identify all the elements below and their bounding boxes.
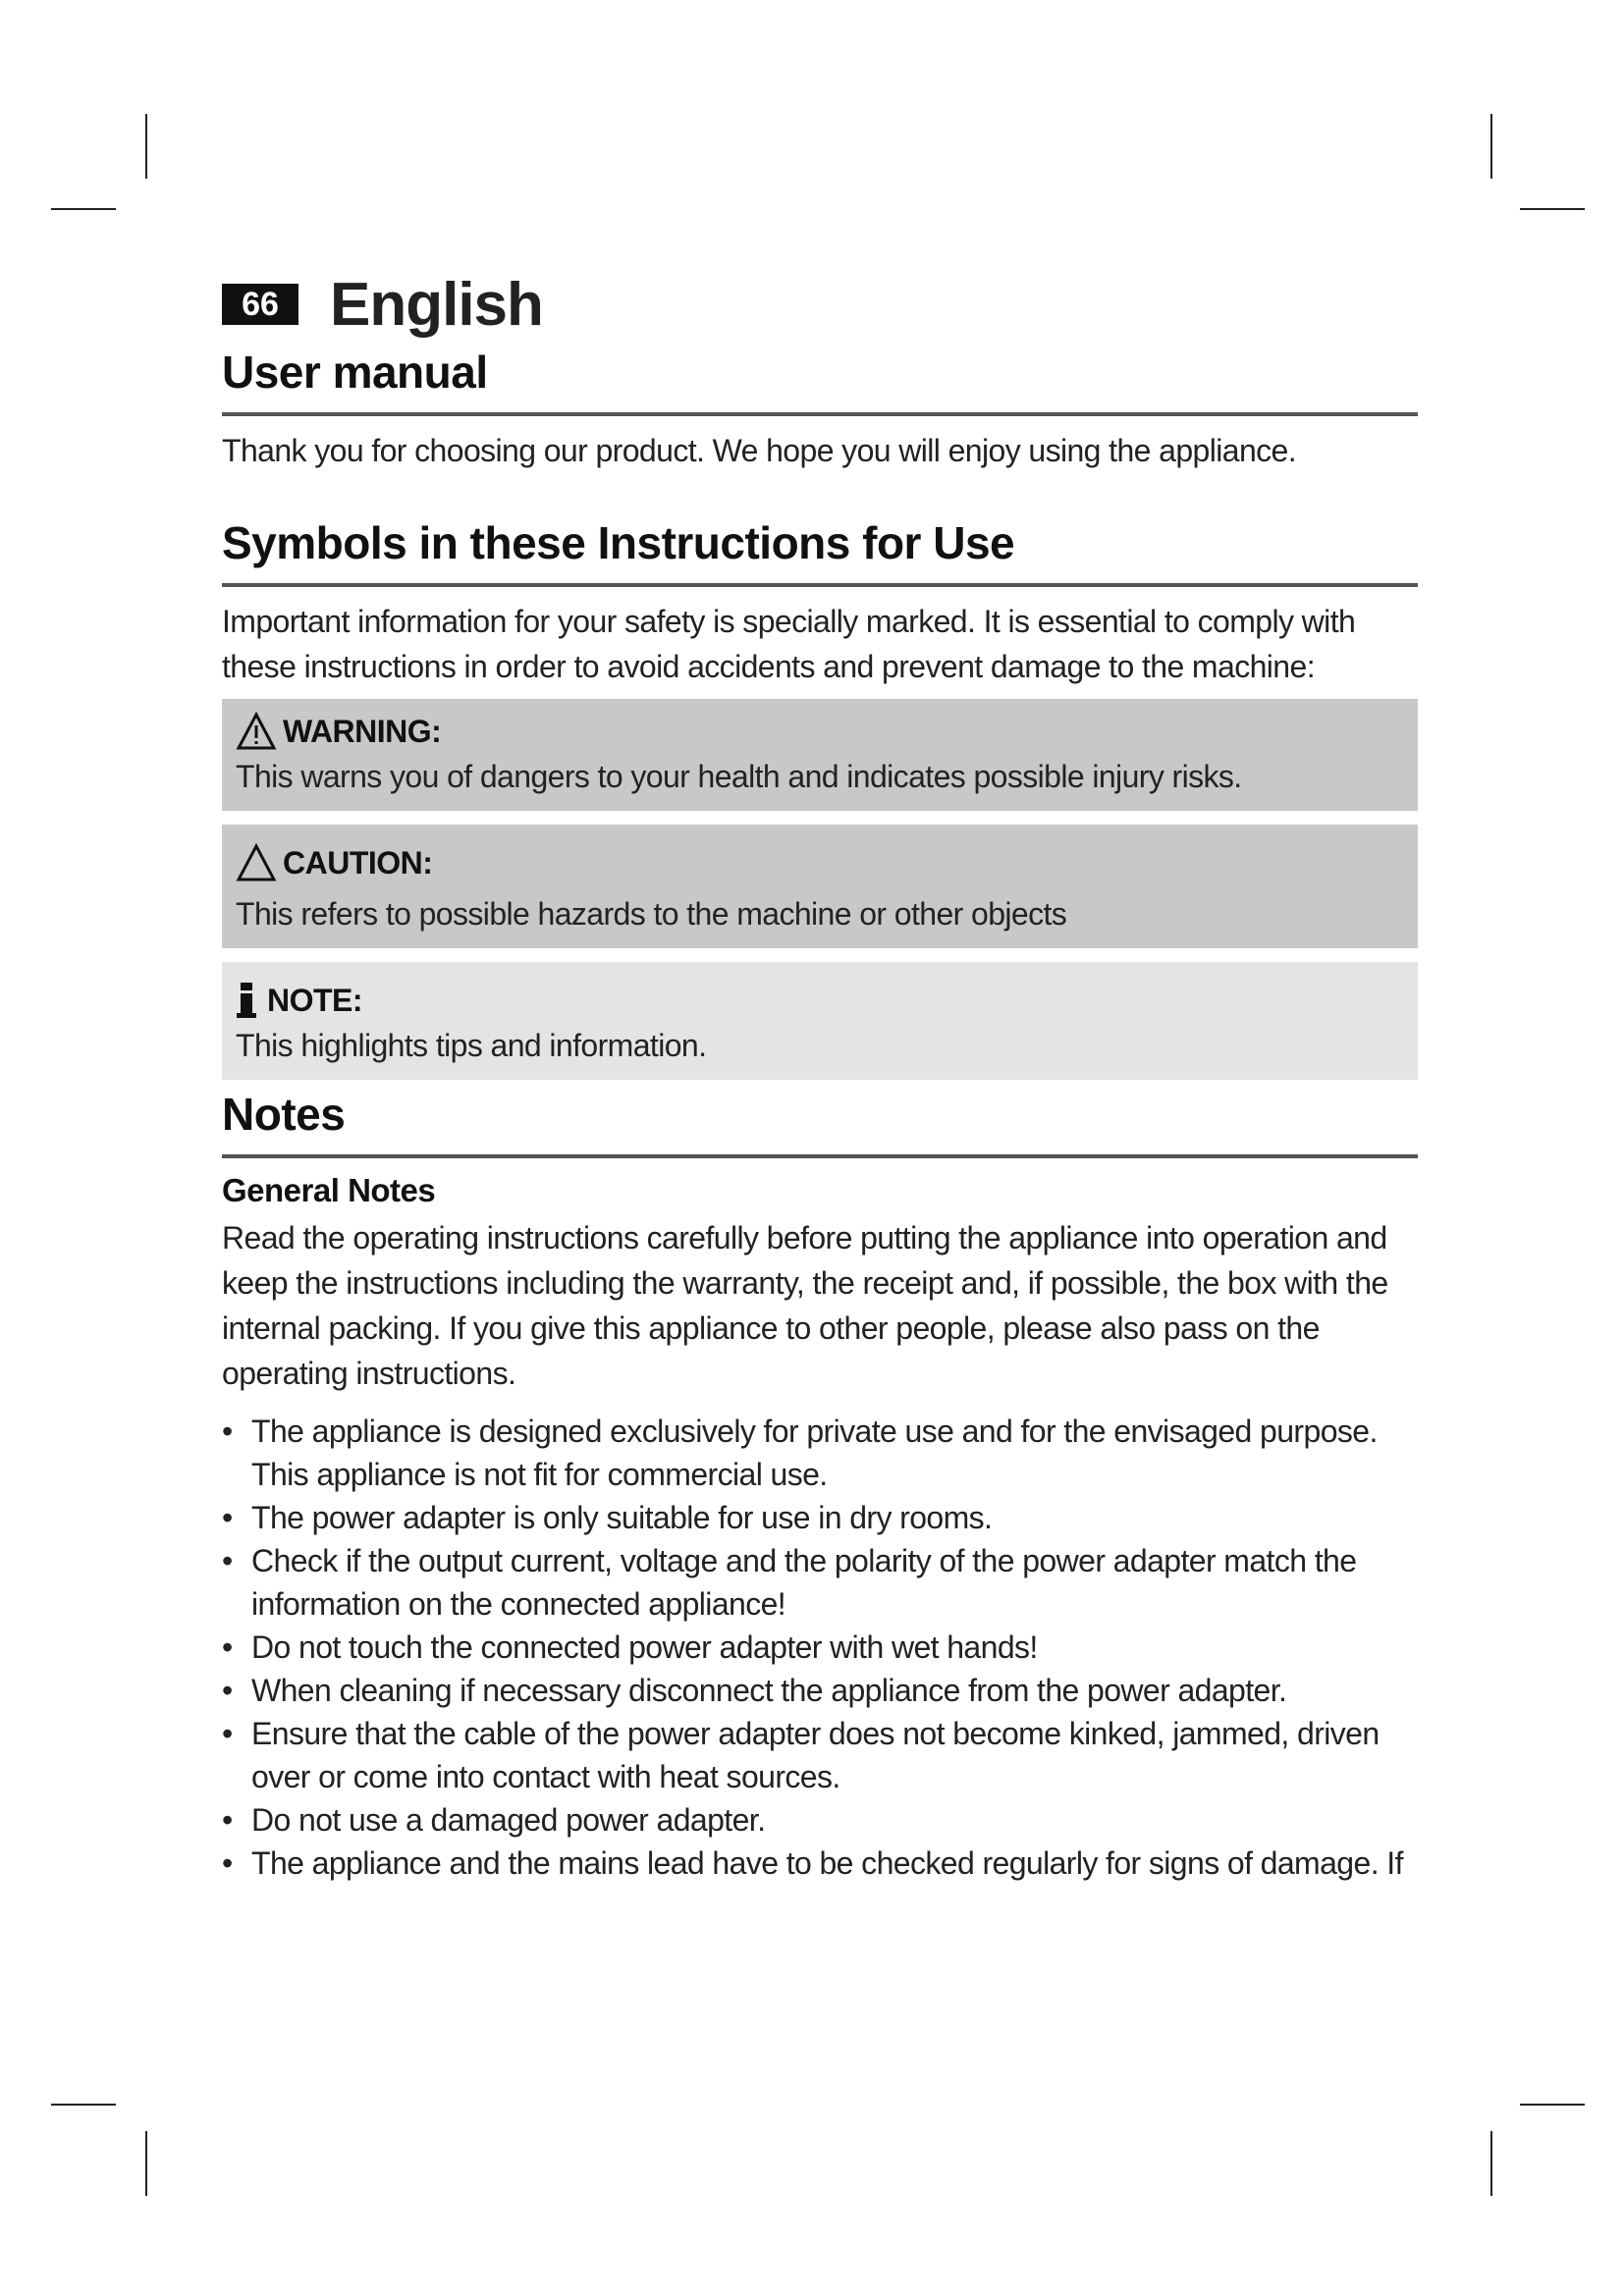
warning-title: WARNING: bbox=[283, 713, 442, 749]
list-item-text: Check if the output current, voltage and the polarity of the power adapter match the information on the connected appliance! bbox=[251, 1543, 1357, 1622]
notes-heading: Notes bbox=[222, 1089, 346, 1140]
list-item-text: Do not use a damaged power adapter. bbox=[251, 1802, 766, 1838]
page-content bbox=[222, 265, 1418, 1885]
note-title: NOTE: bbox=[267, 982, 363, 1018]
bullet-dot: • bbox=[222, 1802, 233, 1838]
heading-rule bbox=[222, 1154, 1418, 1158]
bullet-dot: • bbox=[222, 1414, 233, 1449]
list-item bbox=[222, 1712, 1418, 1798]
list-item-text: Ensure that the cable of the power adapter does not become kinked, jammed, driven over or come into contact with heat sources. bbox=[251, 1716, 1380, 1794]
list-item-text: When cleaning if necessary disconnect the appliance from the power adapter. bbox=[251, 1673, 1287, 1708]
crop-mark bbox=[51, 2104, 116, 2106]
caution-text: This refers to possible hazards to the machine or other objects bbox=[236, 896, 1067, 932]
bullet-dot: • bbox=[222, 1500, 233, 1535]
bullet-dot: • bbox=[222, 1673, 233, 1708]
list-item-text: The appliance and the mains lead have to be checked regularly for signs of damage. If bbox=[251, 1845, 1403, 1881]
list-item bbox=[222, 1669, 1418, 1712]
list-item-text: The appliance is designed exclusively for private use and for the envisaged purpose. This appliance is not fit for commercial use. bbox=[251, 1414, 1378, 1492]
list-item bbox=[222, 1626, 1418, 1669]
general-notes-heading: General Notes bbox=[222, 1172, 436, 1208]
crop-mark bbox=[51, 208, 116, 210]
info-icon bbox=[236, 980, 257, 1021]
crop-mark bbox=[145, 114, 147, 179]
heading-rule bbox=[222, 412, 1418, 416]
crop-mark bbox=[1490, 114, 1492, 179]
user-manual-heading: User manual bbox=[222, 347, 488, 398]
list-item bbox=[222, 1410, 1418, 1496]
warning-box bbox=[222, 699, 1418, 811]
caution-title-row bbox=[236, 840, 1404, 885]
caution-triangle-icon bbox=[236, 842, 277, 883]
bullet-dot: • bbox=[222, 1629, 233, 1665]
intro-text: Thank you for choosing our product. We hope you will enjoy using the appliance. bbox=[222, 433, 1297, 468]
bullet-dot: • bbox=[222, 1716, 233, 1751]
note-text: This highlights tips and information. bbox=[236, 1028, 707, 1063]
warning-title-row bbox=[236, 709, 1404, 754]
crop-mark bbox=[145, 2131, 147, 2196]
page-number: 66 bbox=[222, 284, 298, 325]
warning-text: This warns you of dangers to your health and indicates possible injury risks. bbox=[236, 759, 1242, 794]
list-item-text: The power adapter is only suitable for use in dry rooms. bbox=[251, 1500, 993, 1535]
list-item bbox=[222, 1539, 1418, 1626]
bullet-dot: • bbox=[222, 1543, 233, 1578]
list-item bbox=[222, 1842, 1418, 1885]
language-title: English bbox=[330, 270, 543, 339]
caution-box bbox=[222, 825, 1418, 948]
crop-mark bbox=[1520, 2104, 1585, 2106]
symbols-heading: Symbols in these Instructions for Use bbox=[222, 517, 1015, 568]
list-item-text: Do not touch the connected power adapter with wet hands! bbox=[251, 1629, 1038, 1665]
crop-mark bbox=[1490, 2131, 1492, 2196]
crop-mark bbox=[1520, 208, 1585, 210]
bullet-dot: • bbox=[222, 1845, 233, 1881]
heading-rule bbox=[222, 583, 1418, 587]
note-title-row bbox=[236, 978, 1404, 1023]
caution-title: CAUTION: bbox=[283, 844, 433, 881]
note-box bbox=[222, 962, 1418, 1080]
list-item bbox=[222, 1496, 1418, 1539]
warning-triangle-icon bbox=[236, 711, 277, 752]
notes-bullet-list bbox=[222, 1410, 1418, 1885]
list-item bbox=[222, 1798, 1418, 1842]
symbols-intro: Important information for your safety is specially marked. It is essential to comply with these instructions in order to avoid accidents and prevent damage to the machine: bbox=[222, 604, 1356, 684]
language-header bbox=[222, 265, 1418, 344]
general-notes-text: Read the operating instructions carefully before putting the appliance into operation and keep the instructions including the warranty, the receipt and, if possible, the box with the internal packing. If you give this appliance to other people, please also pass on the operating instructions. bbox=[222, 1220, 1388, 1391]
